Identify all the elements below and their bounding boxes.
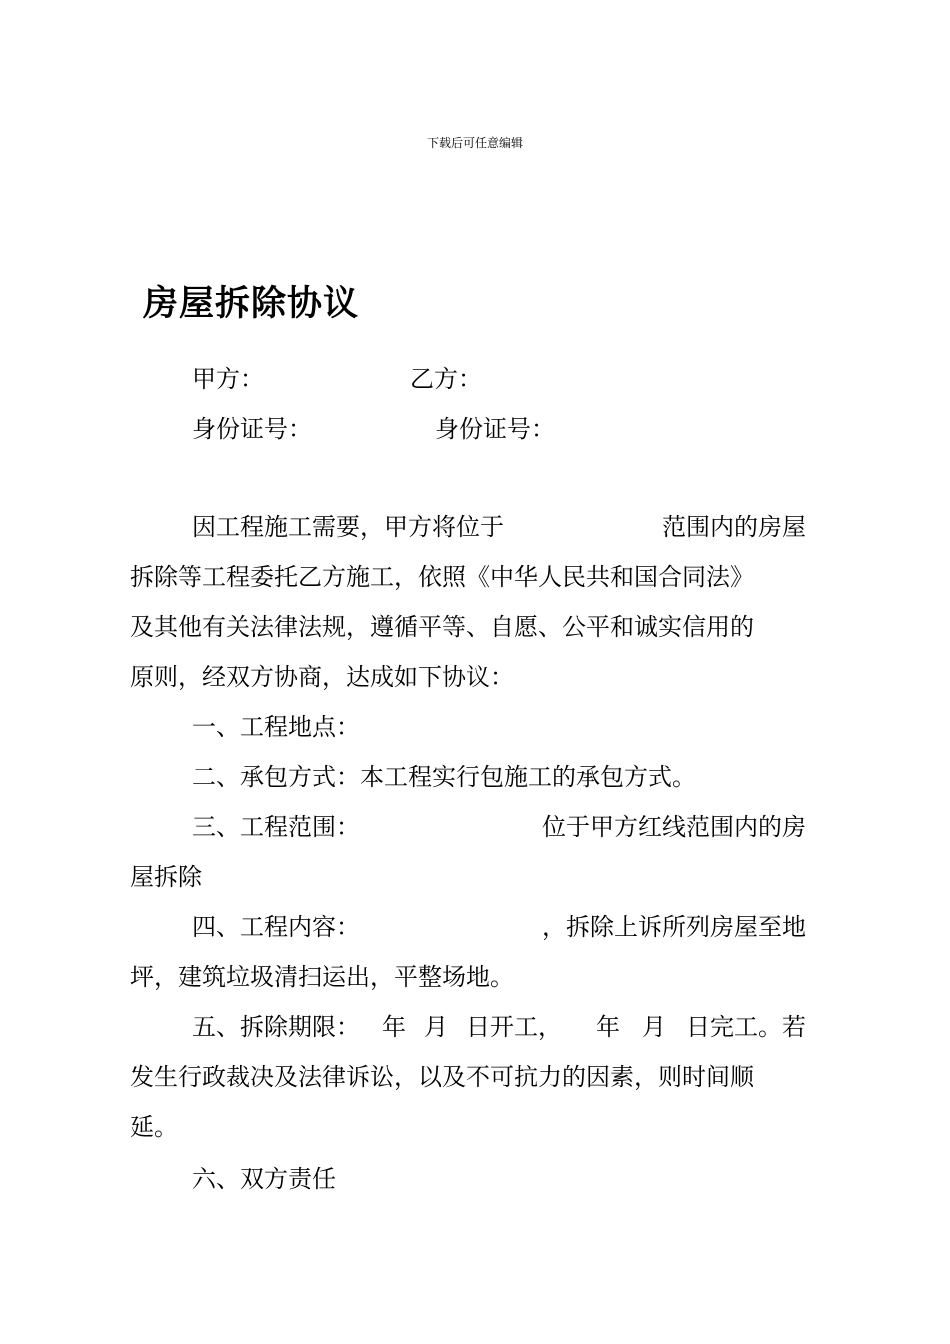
clause-text: 坪，建筑垃圾清扫运出，平整场地。	[130, 963, 514, 991]
intro-text: 范围内的房屋	[662, 513, 806, 541]
clause-text: 四、工程内容：	[192, 913, 360, 941]
intro-line	[130, 602, 806, 652]
clause-text: 五、拆除期限：	[192, 1013, 360, 1041]
clause-site	[130, 702, 806, 752]
clause-period-continued	[130, 1102, 806, 1152]
clause-text: 三、工程范围：	[192, 813, 360, 841]
date-year-start: 年	[382, 1013, 406, 1041]
intro-line	[130, 552, 806, 602]
clause-contract-mode	[130, 752, 806, 802]
clause-text: 二、承包方式：本工程实行包施工的承包方式。	[192, 763, 696, 791]
party-a-id-label: 身份证号：	[192, 415, 312, 443]
date-month-start: 月	[424, 1013, 448, 1041]
party-a-label: 甲方：	[192, 365, 264, 393]
intro-text: 及其他有关法律法规，遵循平等、自愿、公平和诚实信用的	[130, 613, 754, 641]
clause-period	[130, 1002, 806, 1052]
intro-text: 拆除等工程委托乙方施工，依照《中华人民共和国合同法》	[130, 563, 754, 591]
clause-period-continued	[130, 1052, 806, 1102]
clause-content-continued	[130, 952, 806, 1002]
intro-text: 原则，经双方协商，达成如下协议：	[130, 663, 514, 691]
date-month-end: 月	[642, 1013, 666, 1041]
intro-line	[130, 652, 806, 702]
party-b-label: 乙方：	[410, 365, 482, 393]
header-note: 下载后可任意编辑	[426, 136, 523, 150]
clause-content	[130, 902, 806, 952]
document-title: 房屋拆除协议	[143, 283, 360, 324]
date-day-start: 日开工，	[466, 1013, 562, 1041]
date-year-end: 年	[596, 1013, 620, 1041]
clause-text: 发生行政裁决及法律诉讼，以及不可抗力的因素，则时间顺	[130, 1063, 754, 1091]
clause-responsibilities	[130, 1154, 806, 1204]
clause-text: 六、双方责任	[192, 1165, 336, 1193]
clause-scope-continued	[130, 852, 806, 902]
clause-text: ，拆除上诉所列房屋至地	[542, 913, 806, 941]
intro-line	[130, 502, 806, 552]
clause-scope	[130, 802, 806, 852]
date-day-end: 日完工。若	[686, 1013, 806, 1041]
clause-text: 一、工程地点：	[192, 713, 360, 741]
party-b-id-label: 身份证号：	[435, 415, 555, 443]
clause-text: 屋拆除	[130, 863, 202, 891]
clause-text: 延。	[130, 1113, 178, 1141]
agreement-body	[130, 502, 806, 1204]
intro-text: 因工程施工需要，甲方将位于	[192, 513, 504, 541]
clause-text: 位于甲方红线范围内的房	[542, 813, 806, 841]
